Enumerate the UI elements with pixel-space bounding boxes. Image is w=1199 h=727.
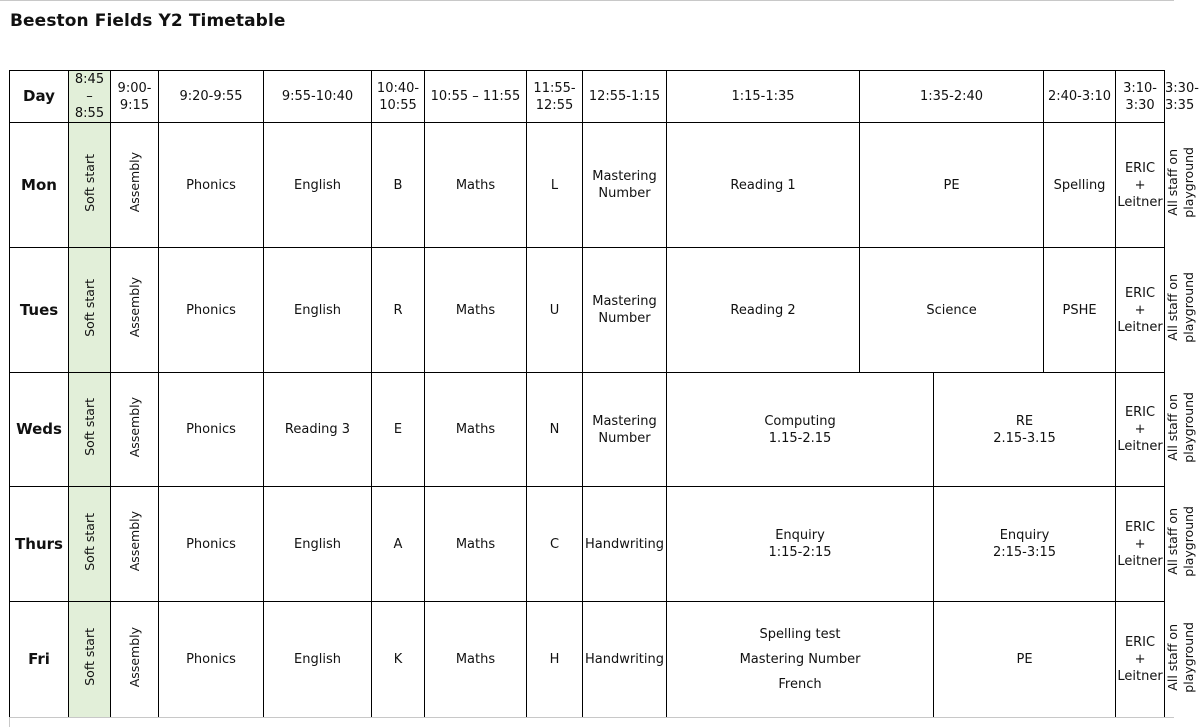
soft-start-cell: Soft start [69,602,111,718]
row-weds: Weds Soft start Assembly Phonics Reading 3 E Maths N Mastering Number Computing 1.15-2.15 RE 2.15-3.15 ERIC + Leitner All staff on playground [10,373,1165,487]
maths-cell: Maths [425,373,527,487]
header-row: Day 8:45 – 8:55 9:00- 9:15 9:20-9:55 9:55-10:40 10:40- 10:55 10:55 – 11:55 11:55- 12:55 12:55-1:15 1:15-1:35 1:35-2:40 2:40-3:10 3:10- 3:30 3:30- 3:35 [10,71,1165,123]
row-tues: Tues Soft start Assembly Phonics English R Maths U Mastering Number Reading 2 Science PSHE ERIC + Leitner All staff on playground [10,248,1165,373]
after-lunch-cell: Handwriting [583,487,667,602]
english-cell: English [264,248,372,373]
reading-cell: Reading 1 [667,123,860,248]
english-cell: Reading 3 [264,373,372,487]
page-top-border [0,0,1174,1]
header-time-845: 8:45 – 8:55 [69,71,111,123]
header-time-135: 1:35-2:40 [860,71,1044,123]
afternoon-block-1: Computing 1.15-2.15 [667,373,934,487]
phonics-cell: Phonics [159,487,264,602]
lunch-letter-cell: N [527,373,583,487]
assembly-cell: Assembly [111,487,159,602]
afternoon-block-2: Enquiry 2:15-3:15 [934,487,1116,602]
eric-cell: ERIC + Leitner [1116,602,1165,718]
phonics-cell: Phonics [159,123,264,248]
header-time-1040: 10:40- 10:55 [372,71,425,123]
break-letter-cell: K [372,602,425,718]
late-lesson-cell: PSHE [1044,248,1116,373]
day-cell: Mon [10,123,69,248]
eric-cell: ERIC + Leitner [1116,123,1165,248]
soft-start-cell: Soft start [69,373,111,487]
english-cell: English [264,487,372,602]
eric-cell: ERIC + Leitner [1116,248,1165,373]
maths-cell: Maths [425,602,527,718]
lunch-letter-cell: U [527,248,583,373]
header-time-115: 1:15-1:35 [667,71,860,123]
break-letter-cell: A [372,487,425,602]
after-lunch-cell: Mastering Number [583,248,667,373]
assembly-cell: Assembly [111,373,159,487]
maths-cell: Maths [425,123,527,248]
phonics-cell: Phonics [159,373,264,487]
assembly-cell: Assembly [111,602,159,718]
row-fri: Fri Soft start Assembly Phonics English K Maths H Handwriting Spelling test Mastering Number French PE ERIC + Leitner All staff on playground [10,602,1165,718]
afternoon-lesson-cell: Science [860,248,1044,373]
day-cell: Weds [10,373,69,487]
afternoon-block-1: Spelling test Mastering Number French [667,602,934,718]
header-time-955: 9:55-10:40 [264,71,372,123]
row-mon: Mon Soft start Assembly Phonics English B Maths L Mastering Number Reading 1 PE Spelling ERIC + Leitner All staff on playground [10,123,1165,248]
after-lunch-cell: Mastering Number [583,373,667,487]
day-cell: Fri [10,602,69,718]
afternoon-lesson-cell: PE [860,123,1044,248]
day-cell: Thurs [10,487,69,602]
page-corner-mark [9,717,10,727]
lunch-letter-cell: L [527,123,583,248]
eric-cell: ERIC + Leitner [1116,373,1165,487]
afternoon-block-2: PE [934,602,1116,718]
header-time-920: 9:20-9:55 [159,71,264,123]
english-cell: English [264,123,372,248]
assembly-cell: Assembly [111,248,159,373]
lunch-letter-cell: H [527,602,583,718]
soft-start-cell: Soft start [69,123,111,248]
timetable [9,70,1199,718]
phonics-cell: Phonics [159,248,264,373]
late-lesson-cell: Spelling [1044,123,1116,248]
maths-cell: Maths [425,487,527,602]
maths-cell: Maths [425,248,527,373]
header-day: Day [10,71,69,123]
phonics-cell: Phonics [159,602,264,718]
soft-start-cell: Soft start [69,248,111,373]
header-time-240: 2:40-3:10 [1044,71,1116,123]
day-cell: Tues [10,248,69,373]
after-lunch-cell: Handwriting [583,602,667,718]
after-lunch-cell: Mastering Number [583,123,667,248]
page-title: Beeston Fields Y2 Timetable [10,11,286,31]
lunch-letter-cell: C [527,487,583,602]
eric-cell: ERIC + Leitner [1116,487,1165,602]
reading-cell: Reading 2 [667,248,860,373]
header-time-900: 9:00- 9:15 [111,71,159,123]
break-letter-cell: R [372,248,425,373]
soft-start-cell: Soft start [69,487,111,602]
break-letter-cell: B [372,123,425,248]
afternoon-block-1: Enquiry 1:15-2:15 [667,487,934,602]
assembly-cell: Assembly [111,123,159,248]
header-time-310: 3:10- 3:30 [1116,71,1165,123]
english-cell: English [264,602,372,718]
page-bottom-border [9,717,1174,718]
header-time-1155: 11:55- 12:55 [527,71,583,123]
header-time-1055: 10:55 – 11:55 [425,71,527,123]
afternoon-block-2: RE 2.15-3.15 [934,373,1116,487]
break-letter-cell: E [372,373,425,487]
header-time-1255: 12:55-1:15 [583,71,667,123]
row-thurs: Thurs Soft start Assembly Phonics English A Maths C Handwriting Enquiry 1:15-2:15 Enquiry 2:15-3:15 ERIC + Leitner All staff on playground [10,487,1165,602]
